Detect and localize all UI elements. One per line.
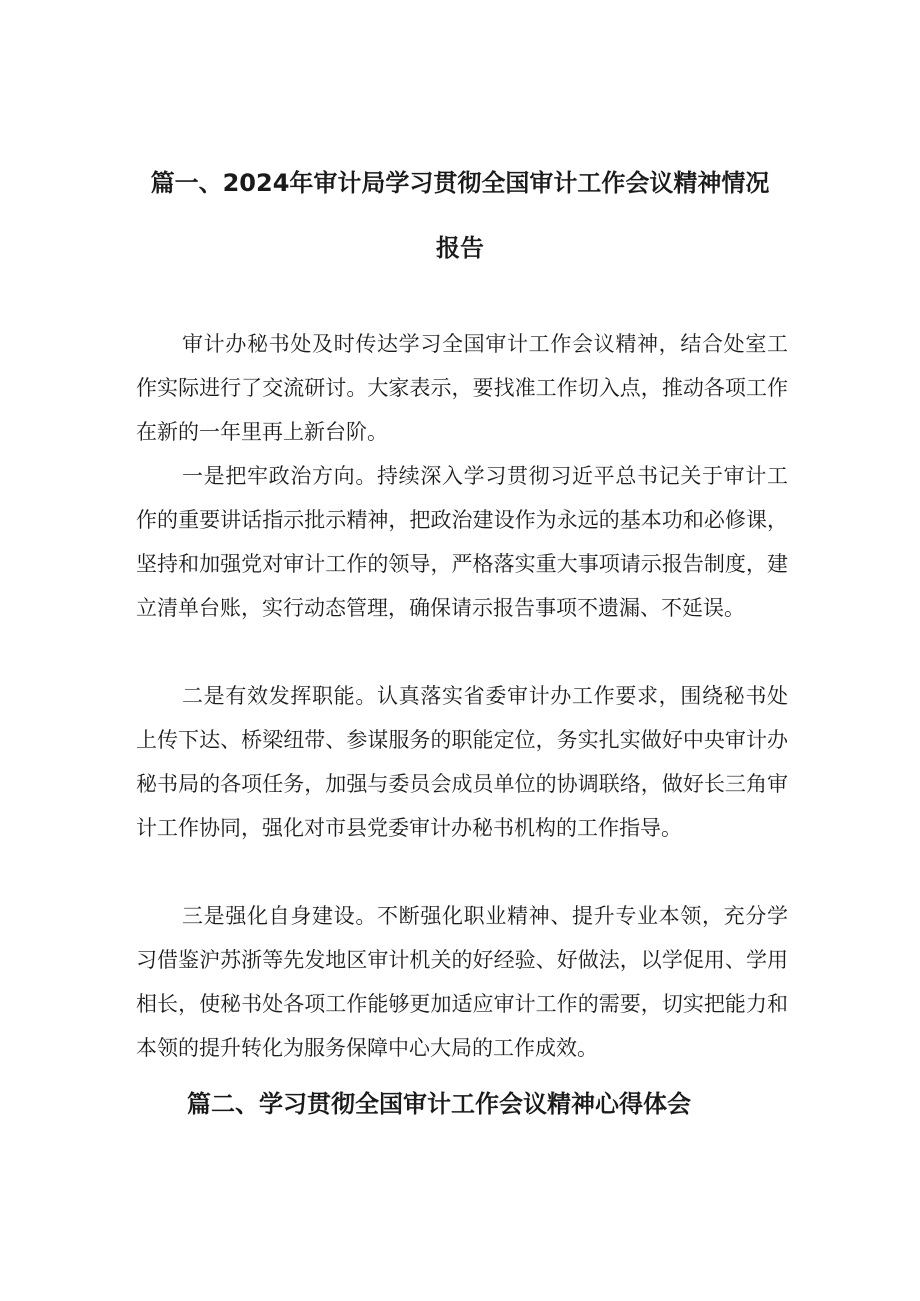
intro-paragraph: 审计办秘书处及时传达学习全国审计工作会议精神，结合处室工作实际进行了交流研讨。大家表示，要找准工作切入点，推动各项工作在新的一年里再上新台阶。 [136, 332, 788, 444]
document-title-line-2: 报告 [436, 234, 484, 262]
point-two-paragraph: 二是有效发挥职能。认真落实省委审计办工作要求，围绕秘书处上传下达、桥梁纽带、参谋服务的职能定位，务实扎实做好中央审计办秘书局的各项任务，加强与委员会成员单位的协调联络，做好长三角审计工作协同，强化对市县党委审计办秘书机构的工作指导。 [136, 684, 788, 840]
document-title-line-1: 篇一、2024年审计局学习贯彻全国审计工作会议精神情况 [150, 169, 770, 197]
point-one-paragraph: 一是把牢政治方向。持续深入学习贯彻习近平总书记关于审计工作的重要讲话指示批示精神，把政治建设作为永远的基本功和必修课，坚持和加强党对审计工作的领导，严格落实重大事项请示报告制度，建立清单台账，实行动态管理，确保请示报告事项不遗漏、不延误。 [136, 464, 788, 620]
point-three-paragraph: 三是强化自身建设。不断强化职业精神、提升专业本领，充分学习借鉴沪苏浙等先发地区审计机关的好经验、好做法，以学促用、学用相长，使秘书处各项工作能够更加适应审计工作的需要，切实把能力和本领的提升转化为服务保障中心大局的工作成效。 [136, 904, 788, 1060]
section-two-heading: 篇二、学习贯彻全国审计工作会议精神心得体会 [187, 1090, 691, 1118]
